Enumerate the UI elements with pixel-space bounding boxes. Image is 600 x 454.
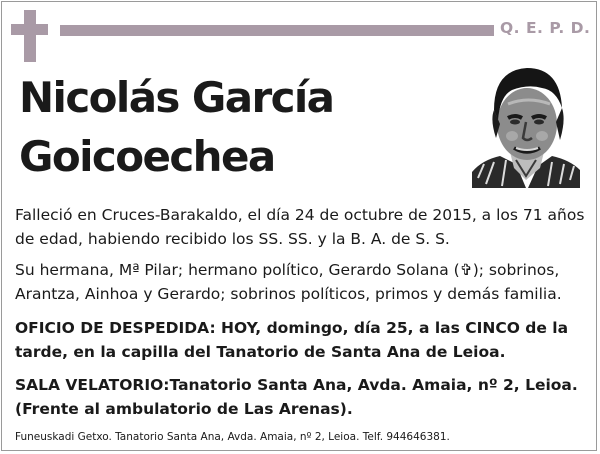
portrait-photo [472, 60, 580, 188]
paragraph-line: OFICIO DE DESPEDIDA: HOY, domingo, día 25, a las CINCO de la [15, 319, 569, 337]
family-paragraph [15, 258, 585, 306]
header-rule [60, 25, 494, 36]
paragraph-line: Arantza, Ainhoa y Gerardo; sobrinos políticos, primos y demás familia. [15, 285, 562, 303]
wake-room-paragraph [15, 373, 585, 421]
name-line-2: Goicoechea [19, 132, 275, 181]
funeral-home-footer: Funeuskadi Getxo. Tanatorio Santa Ana, Avda. Amaia, nº 2, Leioa. Telf. 944646381. [15, 431, 450, 443]
paragraph-line: de edad, habiendo recibido los SS. SS. y la B. A. de S. S. [15, 230, 450, 248]
portrait-image [472, 60, 580, 188]
qepd-label: Q. E. P. D. [500, 19, 591, 37]
paragraph-line: tarde, en la capilla del Tanatorio de Santa Ana de Leioa. [15, 343, 506, 361]
deceased-name [19, 68, 333, 186]
paragraph-line: SALA VELATORIO:Tanatorio Santa Ana, Avda. Amaia, nº 2, Leioa. [15, 376, 578, 394]
funeral-service-paragraph [15, 316, 585, 364]
paragraph-line: Falleció en Cruces-Barakaldo, el día 24 de octubre de 2015, a los 71 años [15, 206, 585, 224]
death-notice-paragraph [15, 203, 585, 251]
name-line-1: Nicolás García [19, 73, 334, 122]
cross-vertical-bar [24, 10, 36, 62]
paragraph-line: Su hermana, Mª Pilar; hermano político, Gerardo Solana (✞); sobrinos, [15, 261, 560, 279]
cross-horizontal-bar [11, 24, 48, 35]
paragraph-line: (Frente al ambulatorio de Las Arenas). [15, 400, 353, 418]
